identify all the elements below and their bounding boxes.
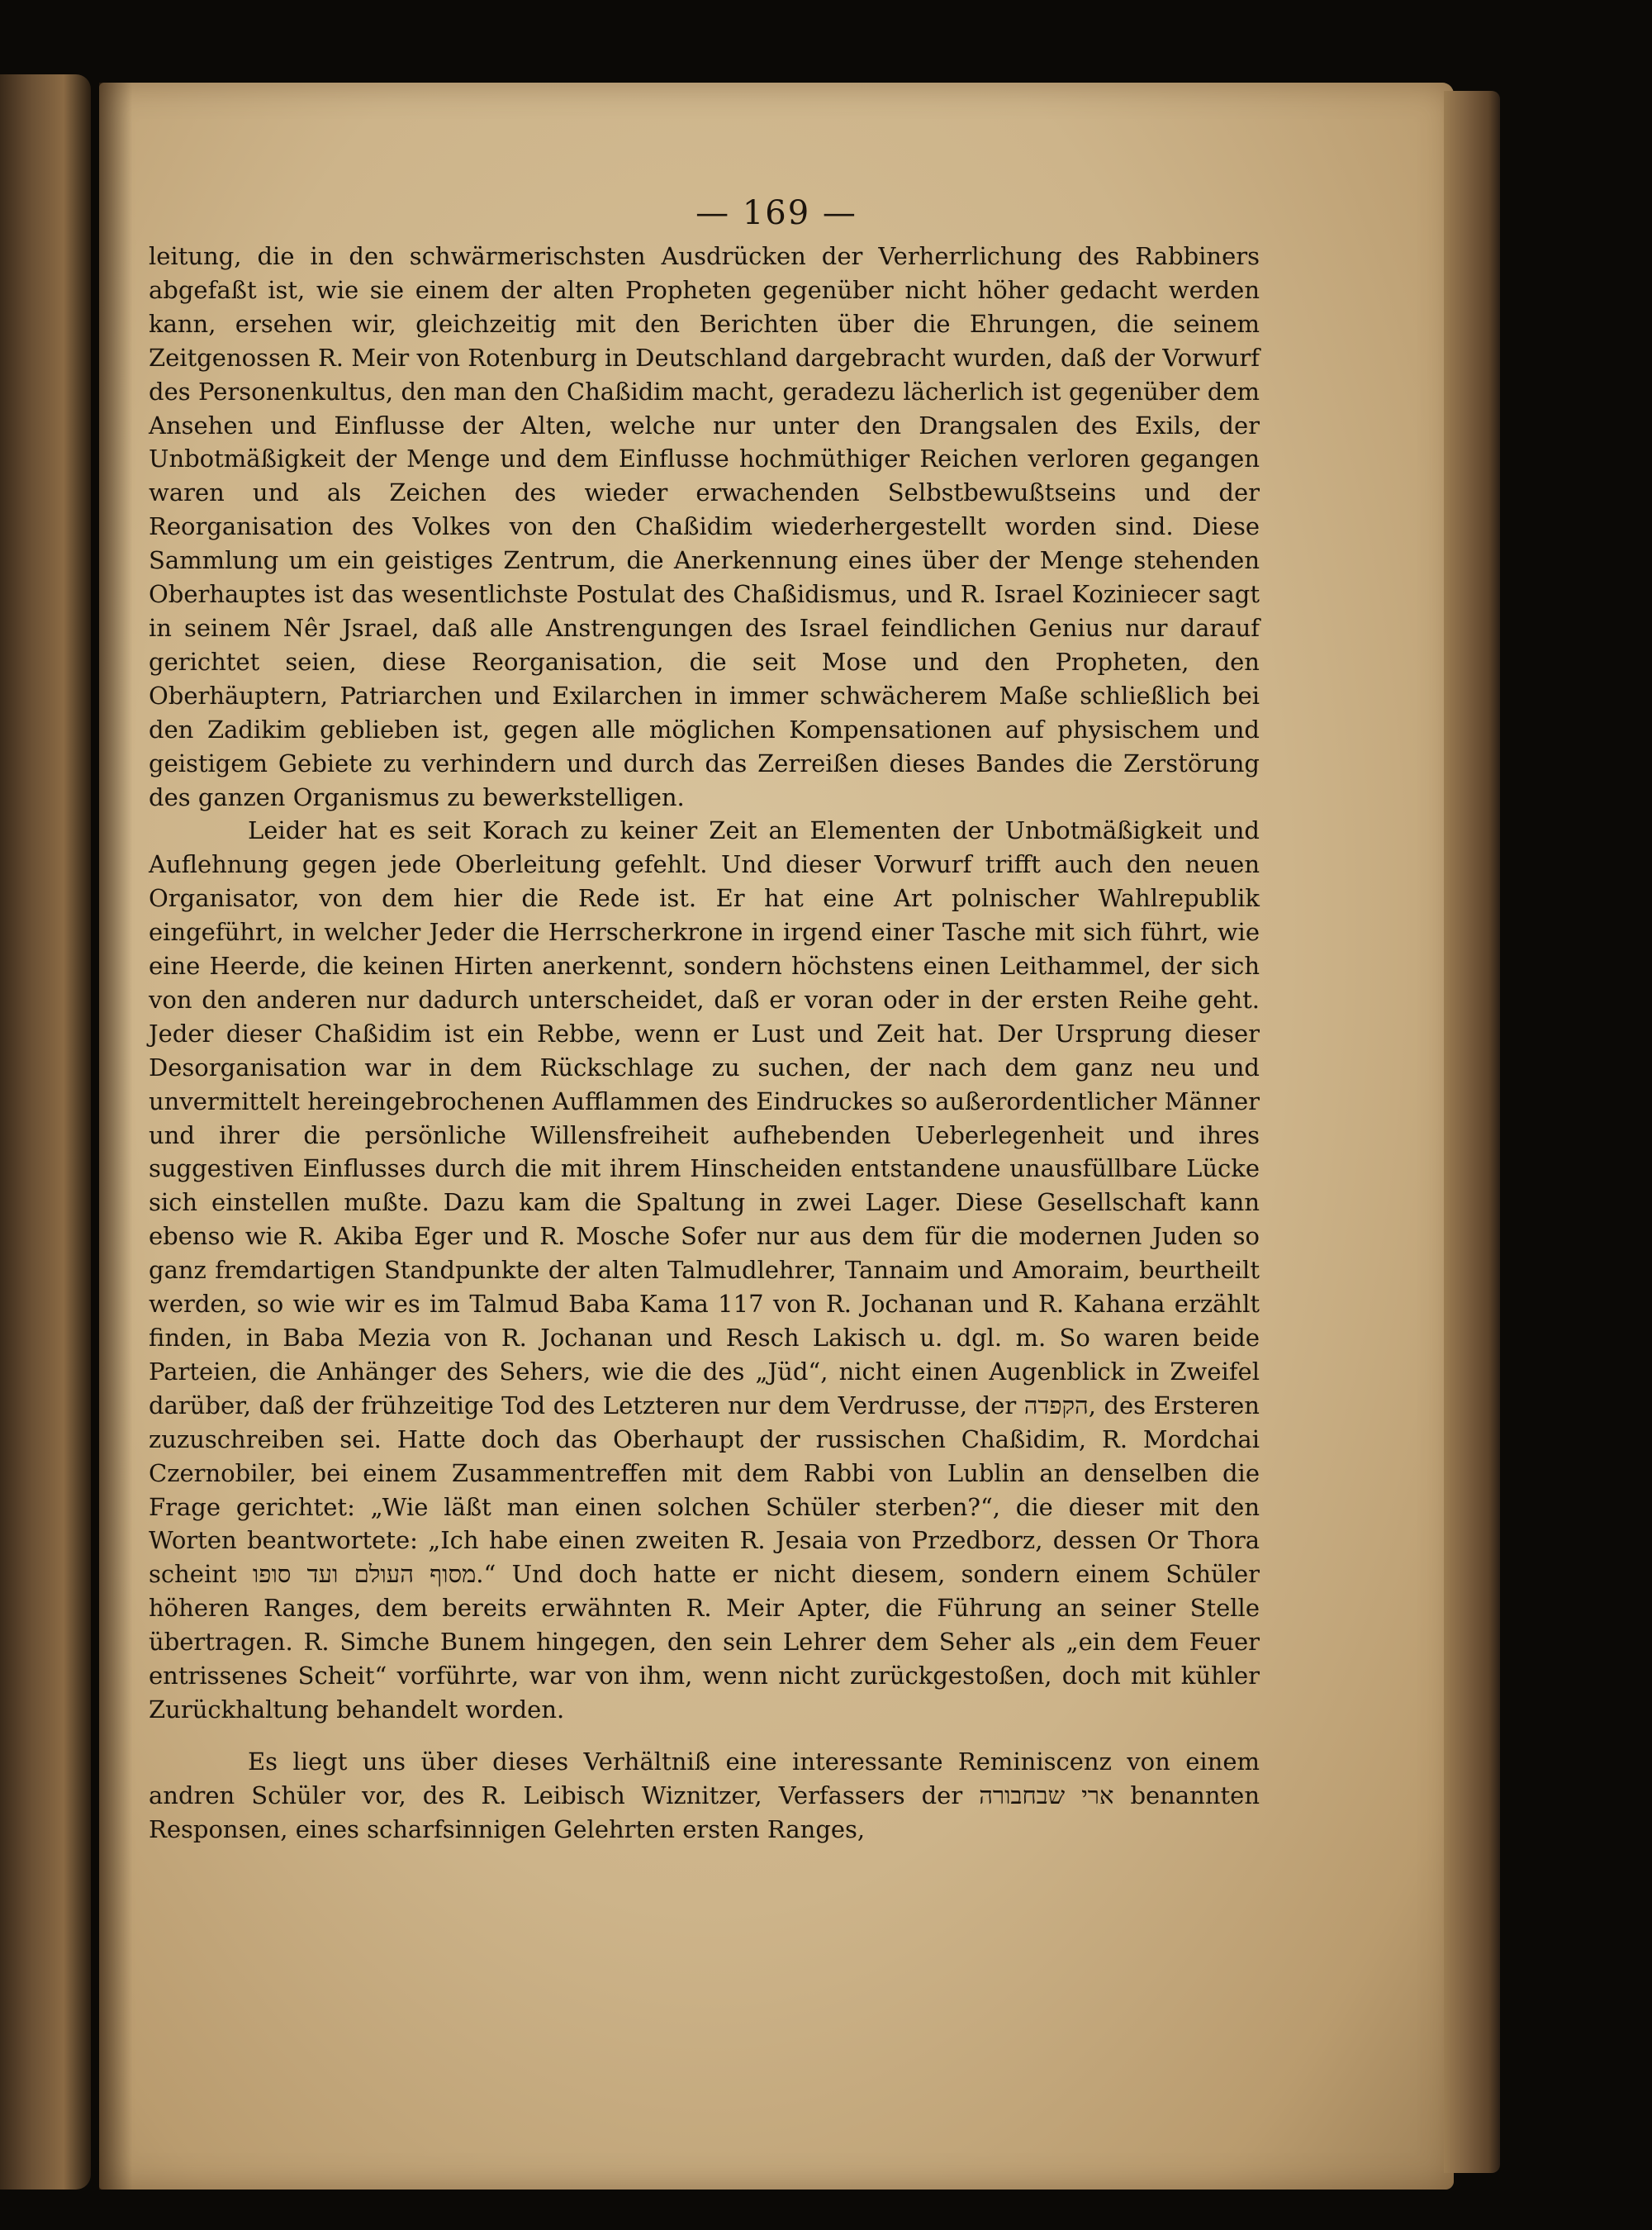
paragraph-2: Leider hat es seit Korach zu keiner Zeit an Elementen der Unbotmäßigkeit und Auflehnung gegen jede Oberleitung gefehlt. Und dieser Vorwurf trifft auch den neuen Organisator, von dem hier die Rede ist. Er hat eine Art polnischer Wahlrepublik eingeführt, in welcher Jeder die Herrscherkrone in irgend einer Tasche mit sich führt, wie eine Heerde, die keinen Hirten anerkennt, sondern höchstens einen Leithammel, der sich von den anderen nur dadurch unterscheidet, daß er voran oder in der ersten Reihe geht. Jeder dieser Chaßidim ist ein Rebbe, wenn er Lust und Zeit hat. Der Ursprung dieser Desorganisation war in dem Rückschlage zu suchen, der nach dem ganz neu und unvermittelt hereingebrochenen Aufflammen des Eindruckes so außerordentlicher Männer und ihrer die persönliche Willensfreiheit aufhebenden Ueberlegenheit und ihres suggestiven Einflusses durch die mit ihrem Hinscheiden entstandene unausfüllbare Lücke sich einstellen mußte. Dazu kam die Spaltung in zwei Lager. Diese Gesellschaft kann ebenso wie R. Akiba Eger und R. Mosche Sofer nur aus dem für die modernen Juden so ganz fremdartigen Standpunkte der alten Talmudlehrer, Tannaim und Amoraim, beurtheilt werden, so wie wir es im Talmud Baba Kama 117 von R. Jochanan und R. Kahana erzählt finden, in Baba Mezia von R. Jochanan und Resch Lakisch u. dgl. m. So waren beide Parteien, die Anhänger des Sehers, wie die des „Jüd“, nicht einen Augenblick in Zweifel darüber, daß der frühzeitige Tod des Letzteren nur dem Verdrusse, der הקפדה, des Ersteren zuzuschreiben sei. Hatte doch das Oberhaupt der russischen Chaßidim, R. Mordchai Czernobiler, bei einem Zusammentreffen mit dem Rabbi von Lublin an denselben die Frage gerichtet: „Wie läßt man einen solchen Schüler sterben?“, die dieser mit den Worten beantwortete: „Ich habe einen zweiten R. Jesaia von Przedborz, dessen Or Thora scheint מסוף העולם ועד סופו.“ Und doch hatte er nicht diesem, sondern einem Schüler höheren Ranges, dem bereits erwähnten R. Meir Apter, die Führung an seiner Stelle übertragen. R. Simche Bunem hingegen, den sein Lehrer dem Seher als „ein dem Feuer entrissenes Scheit“ vorführte, war von ihm, wenn nicht zurückgestoßen, doch mit kühler Zurückhaltung behandelt worden. [149, 816, 1260, 1724]
spine-shadow [99, 83, 132, 2190]
body-text [149, 240, 1260, 1847]
paragraph-1: leitung, die in den schwärmerischsten Ausdrücken der Verherrlichung des Rabbiners abgefaßt ist, wie sie einem der alten Propheten gegenüber nicht höher gedacht werden kann, ersehen wir, gleichzeitig mit den Berichten über die Ehrungen, die seinem Zeitgenossen R. Meir von Rotenburg in Deutschland dargebracht wurden, daß der Vorwurf des Personenkultus, den man den Chaßidim macht, geradezu lächerlich ist gegenüber dem Ansehen und Einflusse der Alten, welche nur unter den Drangsalen des Exils, der Unbotmäßigkeit der Menge und dem Einflusse hochmüthiger Reichen verloren gegangen waren und als Zeichen des wieder erwachenden Selbstbewußtseins und der Reorganisation des Volkes von den Chaßidim wiederhergestellt worden sind. Diese Sammlung um ein geistiges Zentrum, die Anerkennung eines über der Menge stehenden Oberhauptes ist das wesentlichste Postulat des Chaßidismus, und R. Israel Koziniecer sagt in seinem Nêr Jsrael, daß alle Anstrengungen des Israel feindlichen Genius nur darauf gerichtet seien, diese Reorganisation, die seit Mose und den Propheten, den Oberhäuptern, Patriarchen und Exilarchen in immer schwächerem Maße schließlich bei den Zadikim geblieben ist, gegen alle möglichen Kompensationen auf physischem und geistigem Gebiete zu verhindern und durch das Zerreißen dieses Bandes die Zerstörung des ganzen Organismus zu bewerkstelligen. [149, 242, 1260, 811]
page-number: — 169 — [695, 194, 857, 232]
paragraph-3: Es liegt uns über dieses Verhältniß eine interessante Reminiscenz von einem andren Schüler vor, des R. Leibisch Wiznitzer, Verfassers der ארי שבחבורה benannten Responsen, eines scharfsinnigen Gelehrten ersten Ranges, [149, 1747, 1260, 1843]
right-page-edge [1444, 91, 1500, 2173]
left-page-edge [0, 74, 91, 2190]
book-page [99, 83, 1454, 2190]
